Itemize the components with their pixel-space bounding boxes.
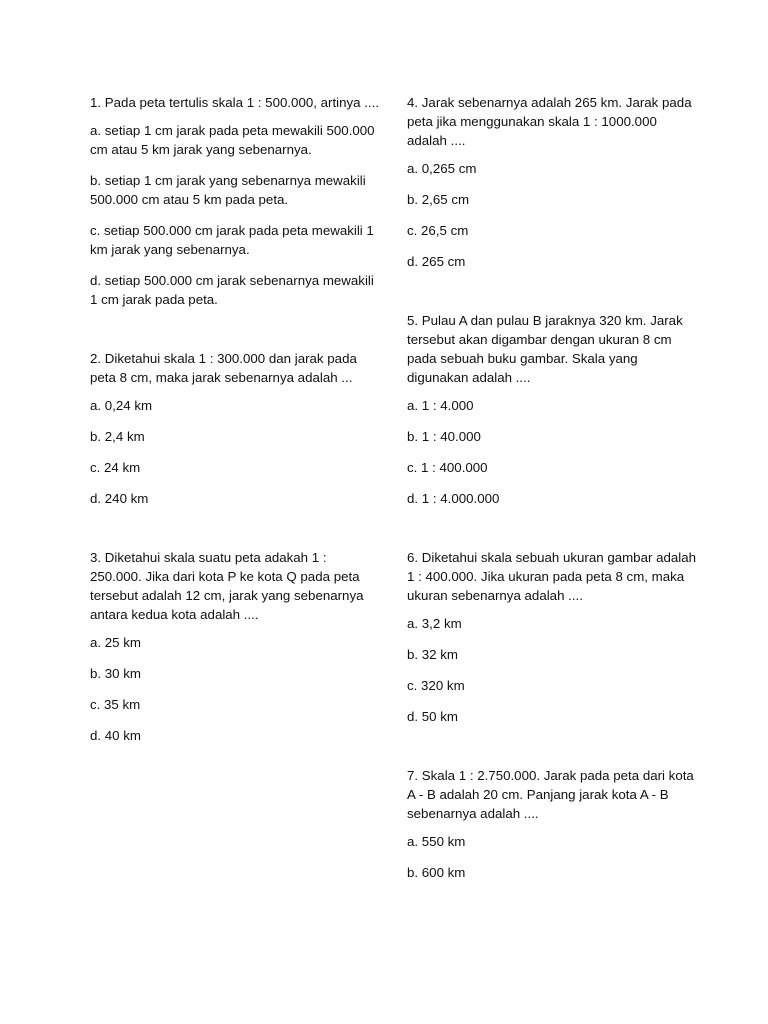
option-d: d. setiap 500.000 cm jarak sebenarnya mewakili 1 cm jarak pada peta. [90,273,374,307]
question-text: 1. Pada peta tertulis skala 1 : 500.000, artinya .... [90,95,380,110]
option-b: b. 32 km [407,647,458,662]
option-a: a. 25 km [90,635,141,650]
spacer [407,520,697,548]
question-text: 5. Pulau A dan pulau B jaraknya 320 km. Jarak tersebut akan digambar dengan ukuran 8 cm pada sebuah buku gambar. Skala yang digunakan adalah .... [407,313,683,385]
option-b: b. 600 km [407,865,466,880]
option-a: a. 550 km [407,834,466,849]
option-d: d. 1 : 4.000.000 [407,491,500,506]
option-c: c. 1 : 400.000 [407,460,488,475]
option-b: b. 30 km [90,666,141,681]
question-3 [90,548,380,745]
option-a: a. setiap 1 cm jarak pada peta mewakili 500.000 cm atau 5 km jarak yang sebenarnya. [90,123,375,157]
option-c: c. setiap 500.000 cm jarak pada peta mewakili 1 km jarak yang sebenarnya. [90,223,374,257]
question-text: 7. Skala 1 : 2.750.000. Jarak pada peta dari kota A - B adalah 20 cm. Panjang jarak kota A - B sebenarnya adalah .... [407,768,694,821]
spacer [90,321,380,349]
option-d: d. 240 km [90,491,149,506]
question-6 [407,548,697,726]
left-column [90,93,380,757]
spacer [407,738,697,766]
option-c: c. 320 km [407,678,465,693]
option-d: d. 50 km [407,709,458,724]
spacer [407,283,697,311]
option-b: b. setiap 1 cm jarak yang sebenarnya mewakili 500.000 cm atau 5 km pada peta. [90,173,366,207]
question-2 [90,349,380,508]
option-c: c. 24 km [90,460,141,475]
question-7 [407,766,697,882]
question-5 [407,311,697,508]
question-1 [90,93,380,309]
question-text: 2. Diketahui skala 1 : 300.000 dan jarak pada peta 8 cm, maka jarak sebenarnya adalah ... [90,351,357,385]
option-c: c. 35 km [90,697,141,712]
option-b: b. 1 : 40.000 [407,429,481,444]
question-text: 4. Jarak sebenarnya adalah 265 km. Jarak pada peta jika menggunakan skala 1 : 1000.000 adalah .... [407,95,692,148]
right-column [407,93,697,894]
option-a: a. 0,265 cm [407,161,477,176]
option-b: b. 2,4 km [90,429,145,444]
option-a: a. 0,24 km [90,398,153,413]
question-text: 6. Diketahui skala sebuah ukuran gambar adalah 1 : 400.000. Jika ukuran pada peta 8 cm, maka ukuran sebenarnya adalah .... [407,550,697,603]
option-c: c. 26,5 cm [407,223,469,238]
option-b: b. 2,65 cm [407,192,470,207]
option-d: d. 265 cm [407,254,466,269]
option-a: a. 3,2 km [407,616,462,631]
spacer [90,520,380,548]
question-4 [407,93,697,271]
option-a: a. 1 : 4.000 [407,398,474,413]
option-d: d. 40 km [90,728,141,743]
question-text: 3. Diketahui skala suatu peta adakah 1 : 250.000. Jika dari kota P ke kota Q pada peta tersebut adalah 12 cm, jarak yang sebenarnya antara kedua kota adalah .... [90,550,364,622]
